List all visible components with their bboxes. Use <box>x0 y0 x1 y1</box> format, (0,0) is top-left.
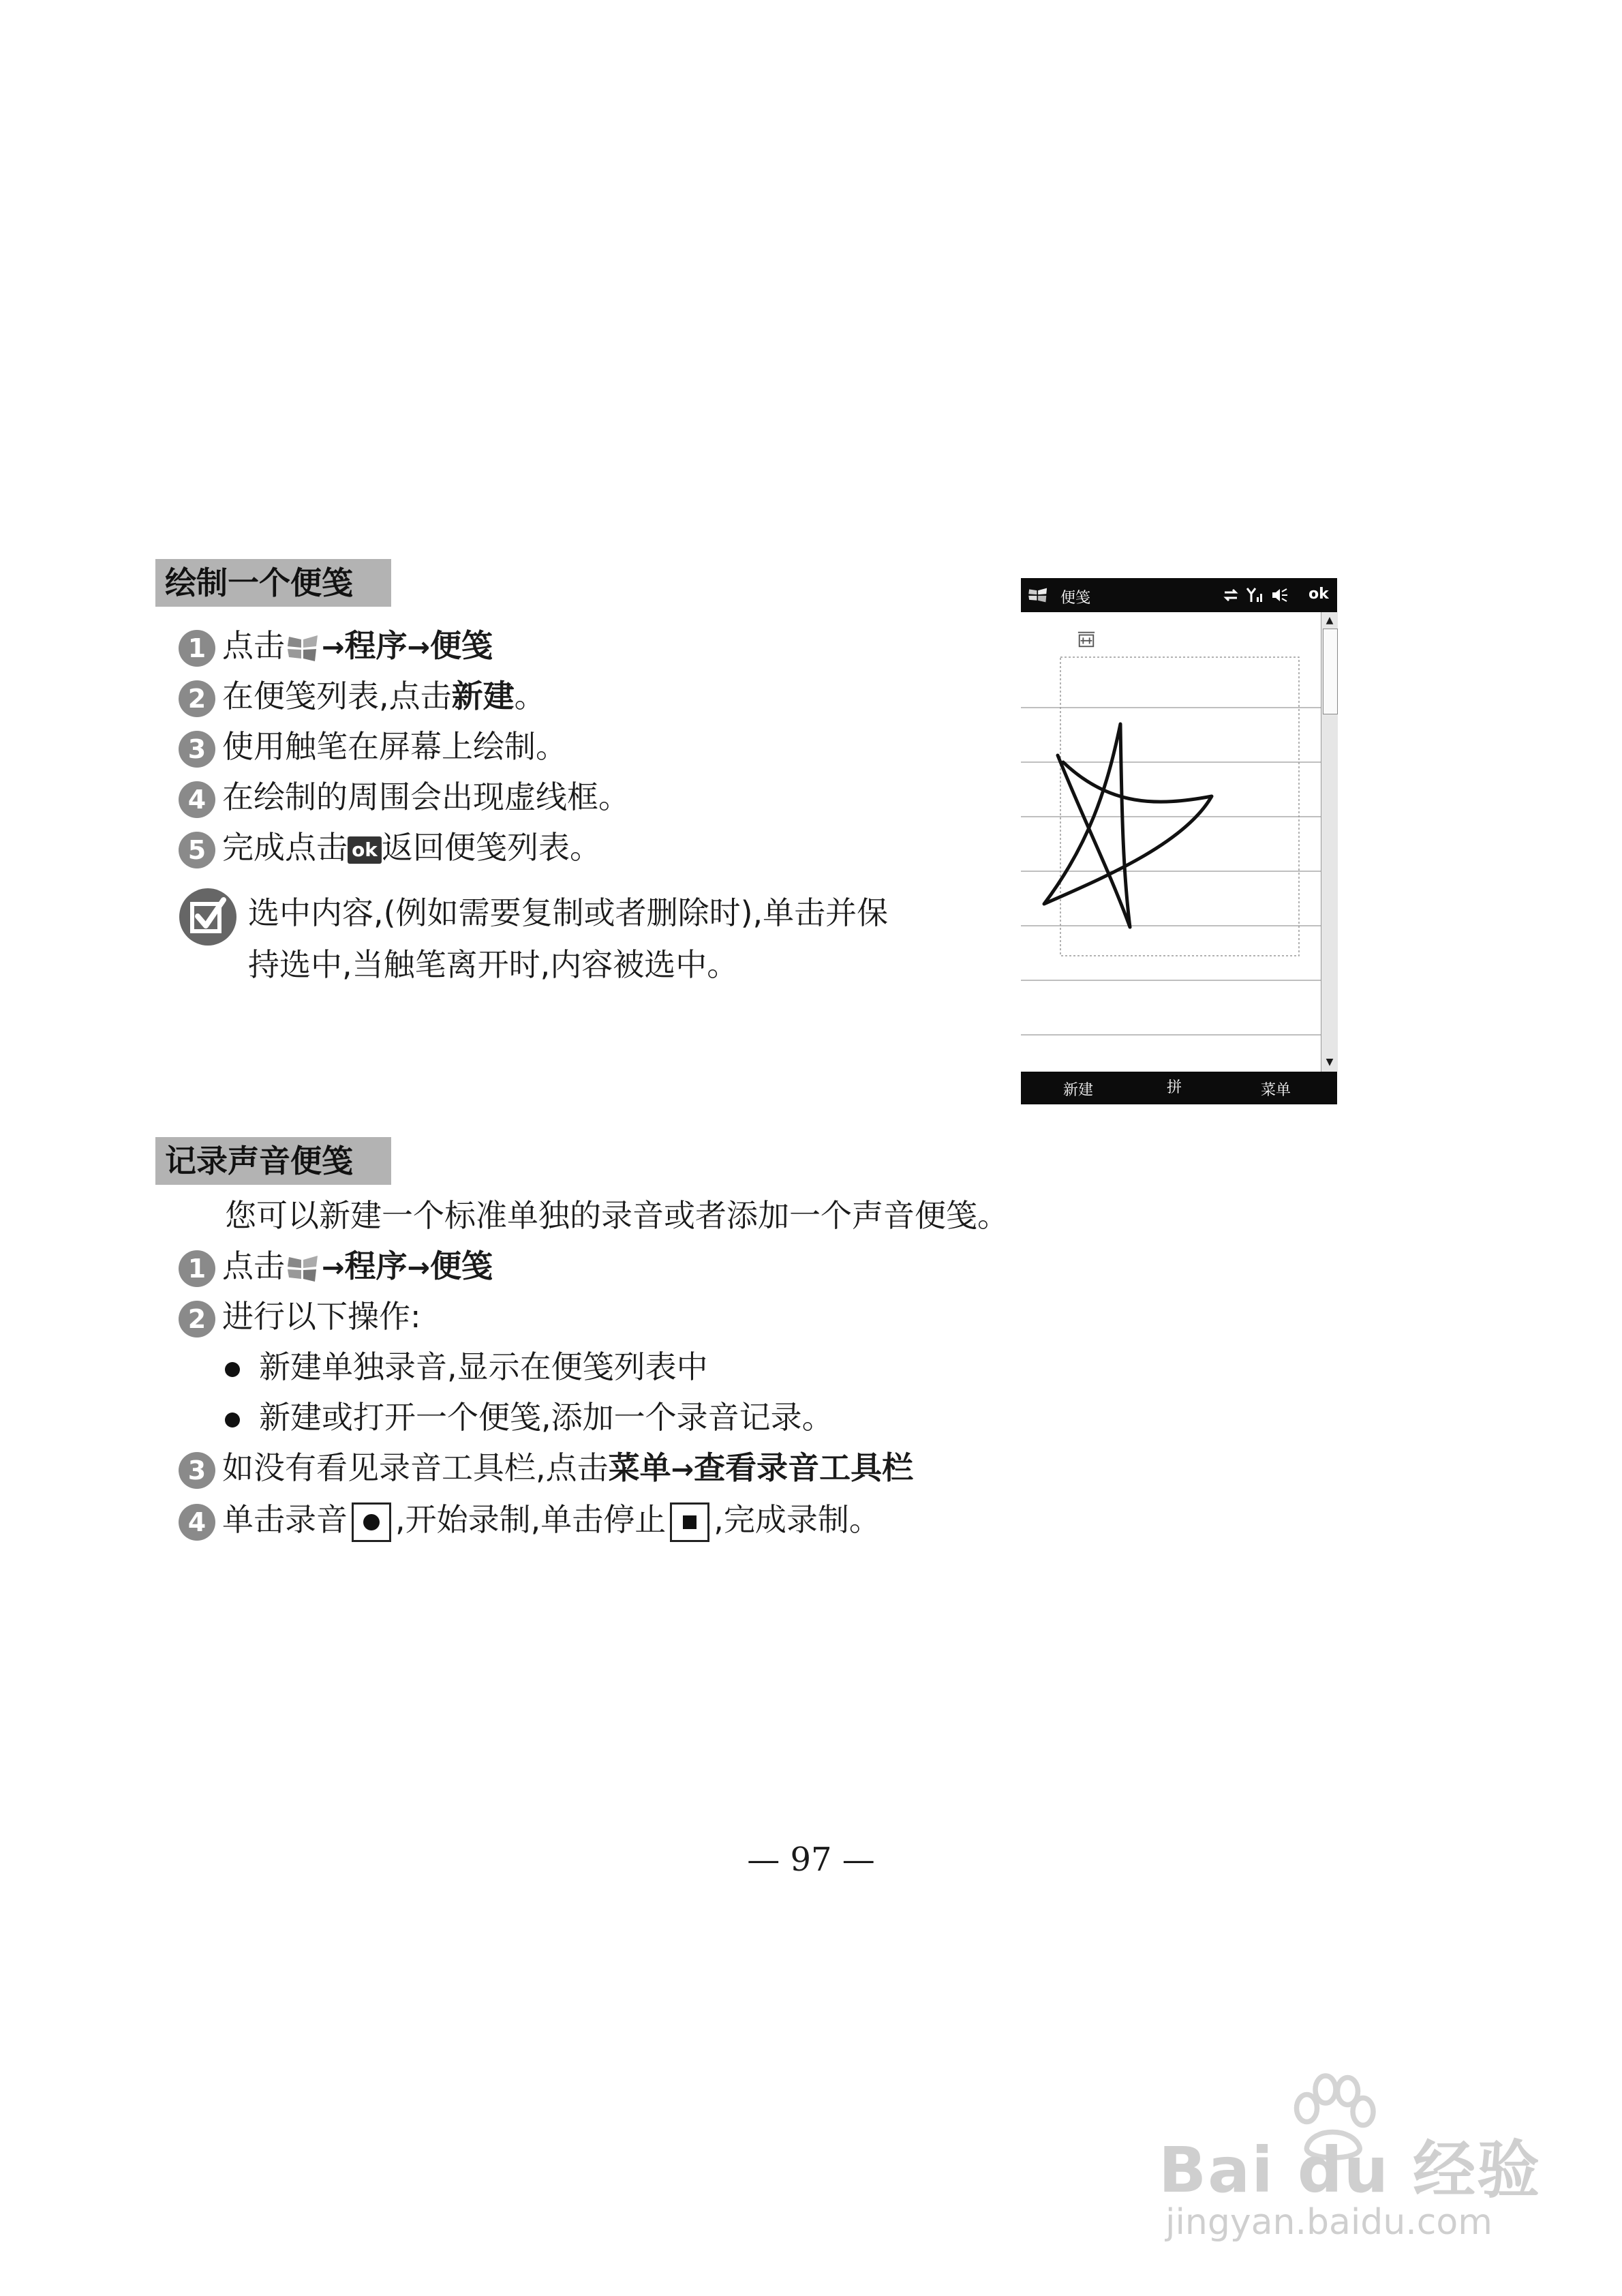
page-number: — 97 — <box>747 1841 875 1879</box>
volume-icon[interactable] <box>1270 586 1288 604</box>
section-title-draw-note: 绘制一个便笺 <box>155 559 391 607</box>
scroll-up-arrow[interactable]: ▲ <box>1326 615 1334 626</box>
step-text: 使用触笔在屏幕上绘制。 <box>222 728 567 765</box>
step-text: 点击 <box>222 1248 285 1284</box>
scroll-down-arrow[interactable]: ▼ <box>1326 1057 1334 1068</box>
ok-icon: ok <box>348 836 382 864</box>
step-number: 4 <box>179 781 215 818</box>
bullet-icon <box>225 1413 240 1428</box>
drawing-mode-icon[interactable] <box>1077 630 1096 649</box>
s2-step-2 <box>179 1295 421 1338</box>
step-number: 2 <box>179 1301 215 1338</box>
bullet-icon <box>225 1362 240 1377</box>
step-3 <box>179 725 567 768</box>
step-text: 在便笺列表,点击 <box>222 678 452 714</box>
bullet-text: 新建或打开一个便笺,添加一个录音记录。 <box>259 1399 833 1436</box>
step-text: 如没有看见录音工具栏,点击 <box>222 1449 609 1486</box>
menu-path-programs: 程序 <box>344 1248 408 1284</box>
step-text-mid: ,开始录制,单击停止 <box>395 1501 667 1538</box>
checkbox-note-icon <box>179 888 237 946</box>
watermark-url: jingyan.baidu.com <box>1165 2202 1493 2243</box>
section2-intro: 您可以新建一个标准单独的录音或者添加一个声音便笺。 <box>225 1197 1009 1234</box>
step-text: 点击 <box>222 627 285 664</box>
step-text: 进行以下操作: <box>222 1298 421 1335</box>
step-number: 1 <box>179 1250 215 1287</box>
section-title-voice-note: 记录声音便笺 <box>155 1137 391 1185</box>
step-2 <box>179 675 546 717</box>
note-line-2: 持选中,当触笔离开时,内容被选中。 <box>248 946 739 983</box>
step-5 <box>179 826 601 868</box>
note-canvas[interactable] <box>1021 612 1321 1072</box>
s2-step-3 <box>179 1447 913 1491</box>
step-text: 完成点击 <box>222 829 348 866</box>
menu-path-programs: 程序 <box>344 627 408 664</box>
new-label: 新建 <box>451 678 515 714</box>
step-number: 1 <box>179 630 215 667</box>
step-number: 4 <box>179 1504 215 1541</box>
step-text-end: 返回便笺列表。 <box>382 829 601 866</box>
menu-path-view-toolbar: 查看录音工具栏 <box>694 1449 914 1486</box>
menu-path-notes: 便笺 <box>430 627 493 664</box>
windows-start-icon <box>285 1252 322 1286</box>
start-menu-icon[interactable] <box>1026 586 1051 604</box>
step-number: 5 <box>179 832 215 868</box>
windows-start-icon <box>285 631 322 665</box>
step-text: 单击录音 <box>222 1501 348 1538</box>
app-title: 便笺 <box>1060 590 1091 607</box>
menu-path-notes: 便笺 <box>430 1248 493 1284</box>
bullet-text: 新建单独录音,显示在便笺列表中 <box>259 1348 708 1385</box>
softkey-menu[interactable]: 菜单 <box>1261 1082 1291 1099</box>
phone-title-bar <box>1021 578 1337 612</box>
s2-step-4 <box>179 1498 881 1542</box>
softkey-input[interactable]: 拼 <box>1167 1079 1182 1096</box>
step-text-end: ,完成录制。 <box>714 1501 881 1538</box>
bullet-item <box>225 1396 833 1438</box>
step-text: 在绘制的周围会出现虚线框。 <box>222 779 630 815</box>
ok-button[interactable]: ok <box>1309 586 1329 603</box>
scroll-thumb[interactable] <box>1323 629 1338 714</box>
signal-icon[interactable] <box>1246 586 1264 604</box>
phone-screenshot <box>1021 578 1337 1104</box>
arrow-icon: → <box>407 1252 431 1284</box>
stop-icon <box>670 1502 709 1542</box>
connectivity-icon[interactable] <box>1223 587 1239 603</box>
step-text-end: 。 <box>514 678 546 714</box>
menu-path-menu: 菜单 <box>608 1449 671 1486</box>
record-icon <box>352 1502 391 1542</box>
note-line-1: 选中内容,(例如需要复制或者删除时),单击并保 <box>248 894 889 931</box>
watermark-brand: Bai du 经验 <box>1159 2134 1542 2207</box>
step-1 <box>179 624 493 669</box>
bullet-item <box>225 1346 708 1388</box>
arrow-icon: → <box>671 1454 694 1485</box>
step-number: 3 <box>179 731 215 768</box>
softkey-new[interactable]: 新建 <box>1063 1082 1094 1099</box>
phone-softkey-bar <box>1021 1072 1337 1104</box>
arrow-icon: → <box>322 1252 345 1284</box>
arrow-icon: → <box>407 632 431 663</box>
step-4 <box>179 776 630 818</box>
s2-step-1 <box>179 1245 493 1289</box>
scrollbar[interactable] <box>1321 612 1338 1072</box>
arrow-icon: → <box>322 632 345 663</box>
step-number: 3 <box>179 1452 215 1489</box>
step-number: 2 <box>179 680 215 717</box>
